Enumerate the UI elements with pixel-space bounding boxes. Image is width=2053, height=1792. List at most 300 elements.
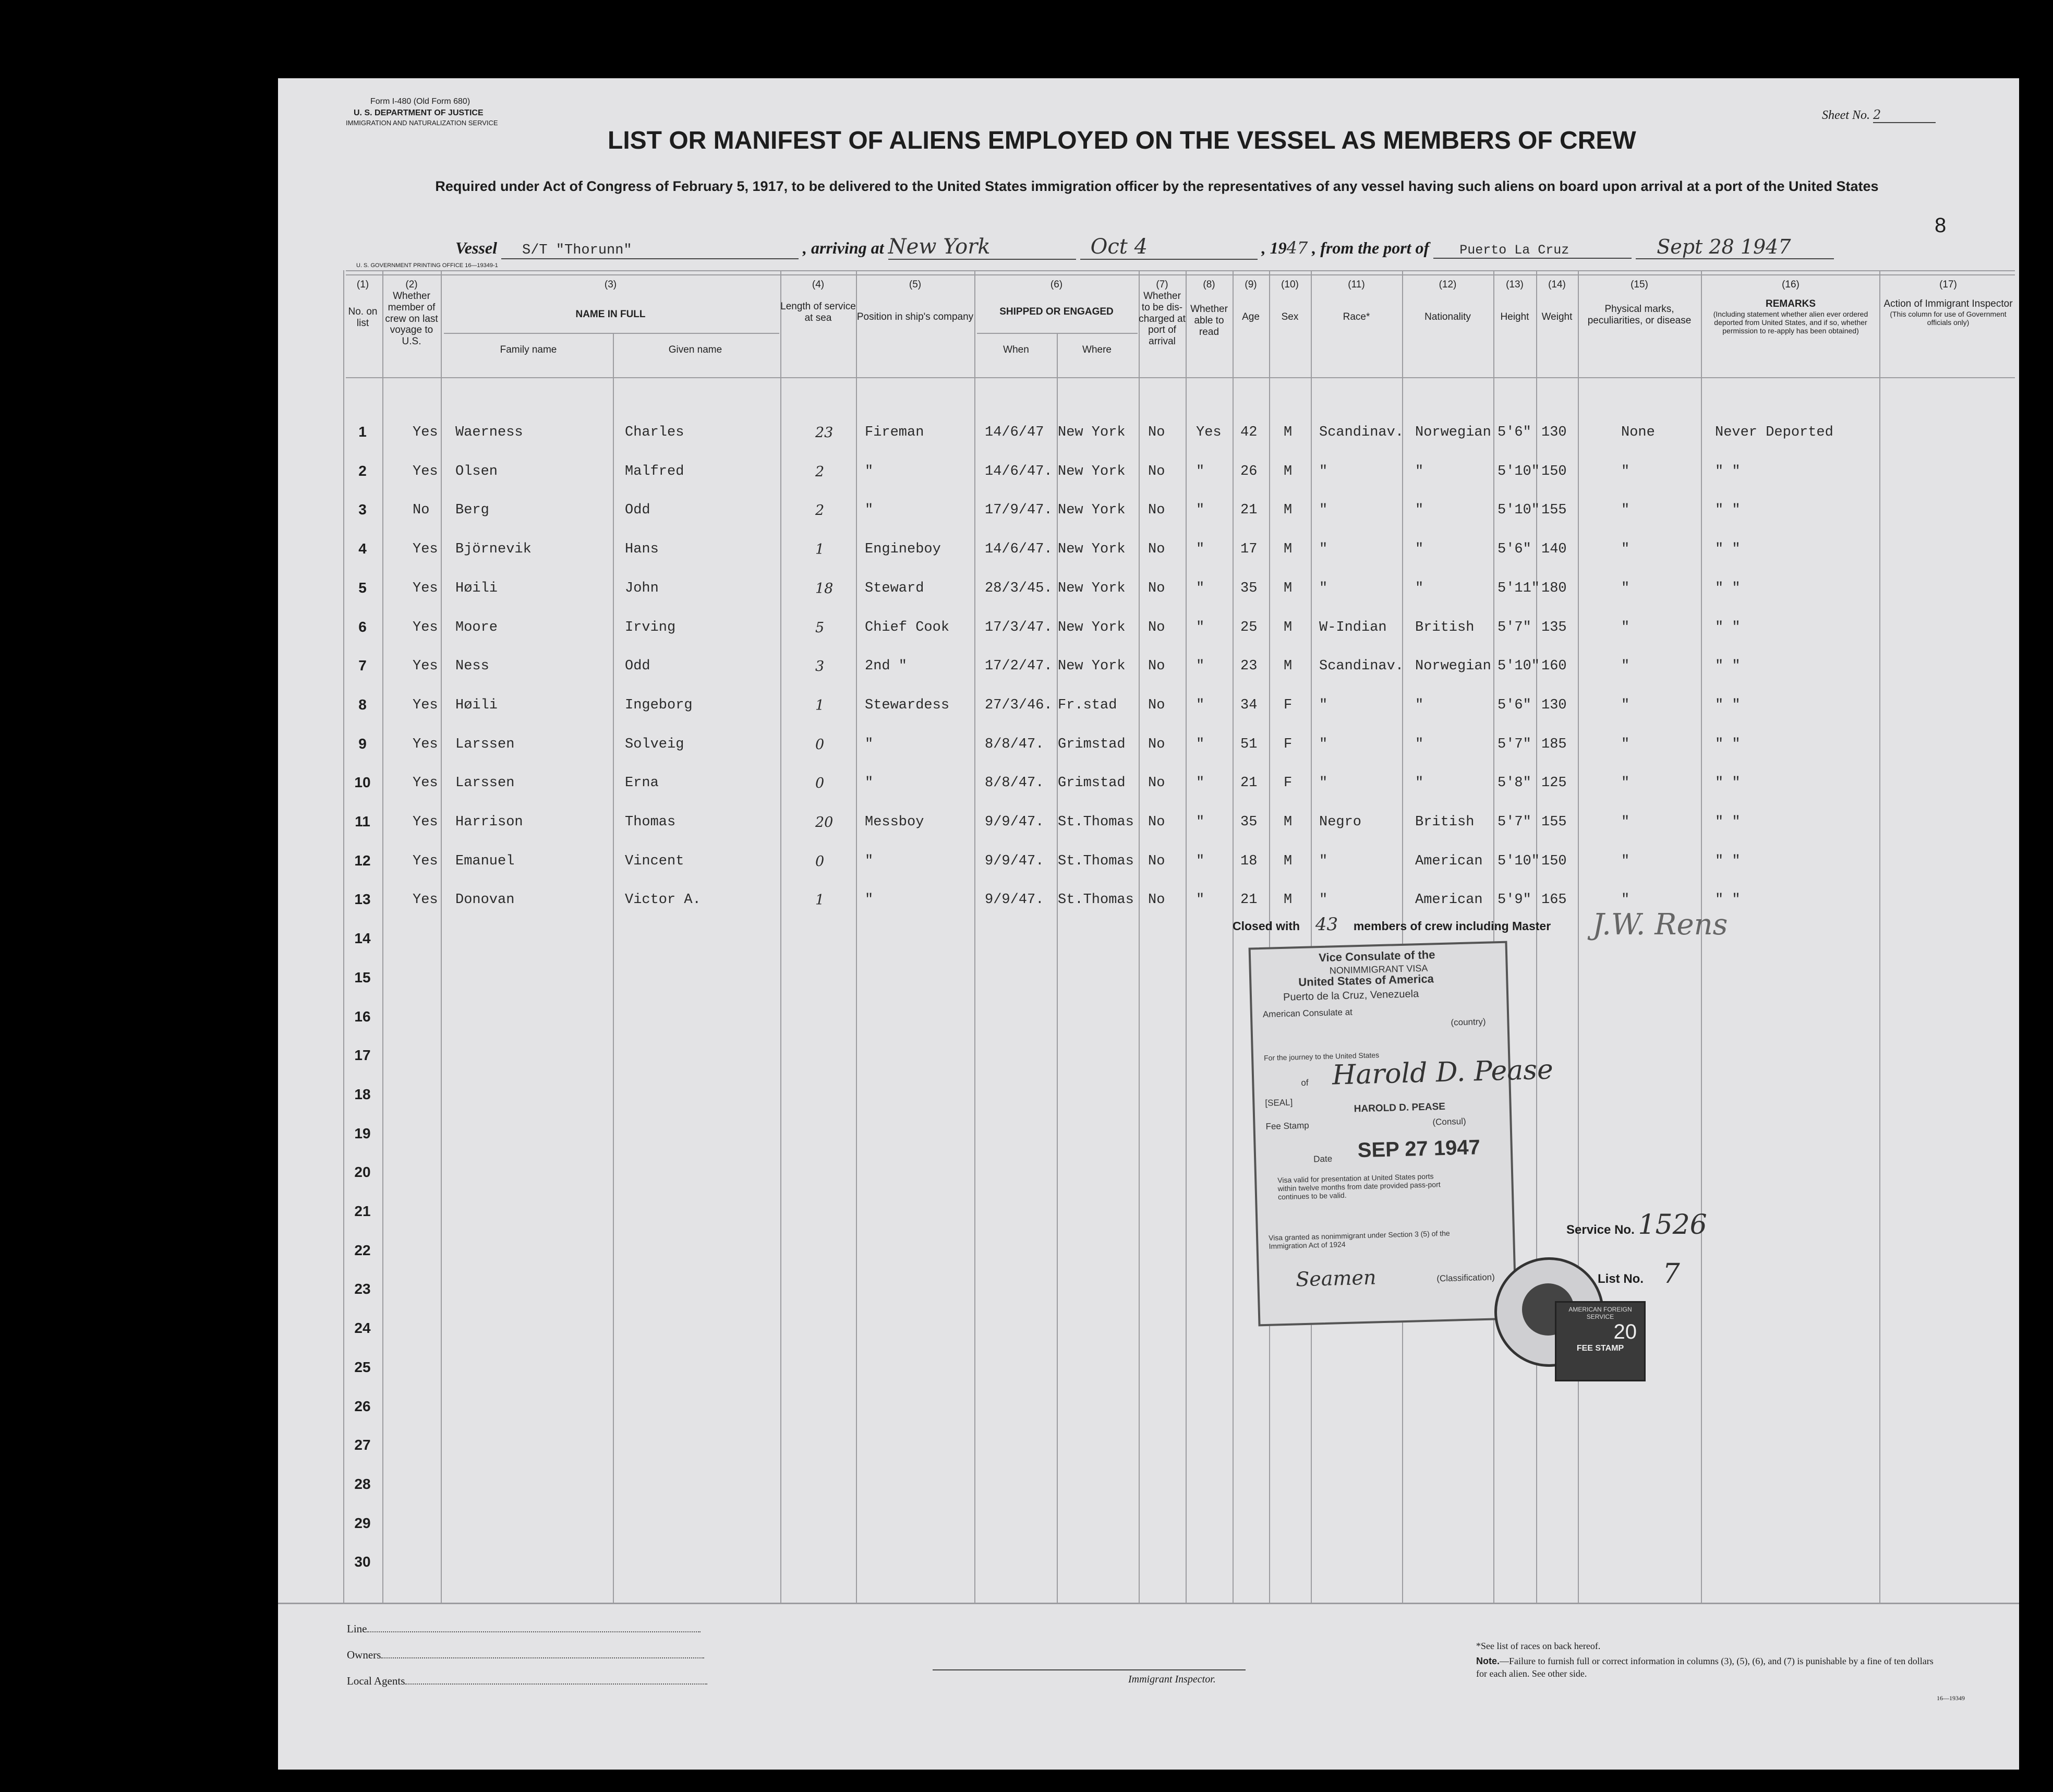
row-age: 35 [1240, 814, 1258, 830]
row-number: 25 [354, 1358, 371, 1375]
row-service-length: 3 [815, 658, 825, 675]
row-age: 17 [1240, 542, 1258, 558]
row-sex: M [1284, 542, 1293, 558]
row-number: 14 [354, 930, 371, 947]
row-age: 42 [1240, 425, 1258, 440]
col-rule [780, 270, 781, 1603]
row-weight: 160 [1541, 658, 1567, 675]
row-shipped-where: St.Thomas [1058, 814, 1134, 830]
row-remarks: " " [1715, 463, 1741, 479]
given-name-header: Given name [668, 344, 722, 355]
row-given-name: Malfred [625, 463, 684, 479]
row-service-length: 1 [815, 892, 825, 909]
stamp-line: Puerto de la Cruz, Venezuela [1283, 988, 1419, 1003]
row-sex: M [1284, 619, 1293, 635]
row-sex: F [1284, 697, 1293, 713]
row-nationality: " [1415, 502, 1424, 519]
row-position: Steward [865, 580, 924, 596]
row-height: 5'10" [1498, 853, 1540, 869]
stamp-line: American Consulate at [1262, 1007, 1353, 1019]
row-shipped-where: New York [1058, 658, 1126, 675]
row-family-name: Moore [455, 619, 498, 635]
row-age: 23 [1240, 658, 1258, 675]
row-sex: M [1284, 658, 1293, 675]
when-header: When [1003, 344, 1029, 355]
col-rule [856, 270, 857, 1603]
row-weight: 185 [1541, 736, 1567, 752]
col-rule [1402, 270, 1403, 1603]
row-last-voyage: Yes [413, 697, 438, 713]
row-family-name: Høili [455, 580, 498, 596]
row-physical-marks: " [1621, 814, 1630, 830]
row-shipped-when: 28/3/45. [985, 580, 1053, 596]
row-discharged: No [1148, 775, 1165, 791]
row-weight: 180 [1541, 580, 1567, 596]
row-shipped-when: 17/3/47. [985, 619, 1053, 635]
row-shipped-when: 9/9/47. [985, 814, 1044, 830]
row-number: 12 [354, 852, 371, 869]
row-race: Negro [1319, 814, 1362, 830]
row-physical-marks: " [1621, 892, 1630, 908]
row-able-to-read: " [1196, 736, 1205, 752]
row-sex: M [1284, 580, 1293, 596]
row-shipped-when: 9/9/47. [985, 853, 1044, 869]
row-shipped-where: New York [1058, 542, 1126, 558]
col-rule [974, 270, 975, 1603]
page-title: LIST OR MANIFEST OF ALIENS EMPLOYED ON THE VESSEL AS MEMBERS OF CREW [608, 127, 1636, 154]
row-shipped-where: Fr.stad [1058, 697, 1117, 713]
stamp-line: Date [1313, 1153, 1333, 1164]
row-sex: M [1284, 425, 1293, 440]
row-given-name: Vincent [625, 853, 684, 869]
row-shipped-when: 17/9/47. [985, 502, 1053, 519]
row-number: 29 [354, 1514, 371, 1531]
col-1-header: (1) No. on list [348, 279, 378, 329]
row-position: " [865, 502, 874, 519]
row-nationality: American [1415, 853, 1483, 869]
row-height: 5'7" [1498, 814, 1531, 830]
row-race: Scandinav. [1319, 425, 1404, 440]
col-rule [613, 333, 614, 1603]
row-last-voyage: Yes [413, 775, 438, 791]
row-last-voyage: Yes [413, 853, 438, 869]
row-physical-marks: " [1621, 853, 1630, 869]
row-height: 5'10" [1498, 502, 1540, 519]
row-sex: M [1284, 814, 1293, 830]
row-shipped-where: New York [1058, 502, 1126, 519]
row-discharged: No [1148, 580, 1165, 596]
stamp-line: Visa granted as nonimmigrant under Section 3 (5) of the Immigration Act of 1924 [1268, 1229, 1450, 1250]
row-physical-marks: None [1621, 425, 1655, 440]
subheader-rule [977, 333, 1138, 334]
row-weight: 130 [1541, 425, 1567, 440]
row-shipped-when: 14/6/47. [985, 463, 1053, 479]
row-race: " [1319, 775, 1328, 791]
row-service-length: 23 [815, 425, 834, 441]
row-race: " [1319, 463, 1328, 479]
row-weight: 155 [1541, 502, 1567, 519]
list-number [1598, 1258, 1680, 1290]
closed-suffix: members of crew including Master [1353, 919, 1551, 933]
row-sex: M [1284, 502, 1293, 519]
consul-name: HAROLD D. PEASE [1354, 1101, 1446, 1115]
penalty-note [1476, 1655, 1946, 1680]
row-discharged: No [1148, 425, 1165, 440]
service-number [1566, 1209, 1707, 1241]
row-family-name: Björnevik [455, 542, 532, 558]
from-label: , from the port of [1312, 238, 1430, 257]
row-position: 2nd " [865, 658, 908, 675]
row-given-name: Victor A. [625, 892, 701, 908]
row-age: 21 [1240, 775, 1258, 791]
row-physical-marks: " [1621, 619, 1630, 635]
arrival-date: Oct 4 [1080, 235, 1258, 260]
row-number: 27 [354, 1437, 371, 1453]
row-remarks: " " [1715, 502, 1741, 519]
row-discharged: No [1148, 463, 1165, 479]
row-given-name: Hans [625, 542, 659, 558]
row-last-voyage: Yes [413, 542, 438, 558]
header-bottom-rule [346, 377, 2015, 378]
col-rule [1493, 270, 1494, 1603]
row-race: " [1319, 502, 1328, 519]
row-last-voyage: Yes [413, 580, 438, 596]
race-note: *See list of races on back hereof. [1476, 1641, 1601, 1651]
col-11-header: (11) Race* [1343, 279, 1370, 322]
manifest-page [278, 78, 2019, 1770]
arrival-port: New York [888, 235, 1076, 260]
row-remarks: " " [1715, 542, 1741, 558]
master-signature: J.W. Rens [1592, 908, 1728, 942]
row-shipped-where: St.Thomas [1058, 853, 1134, 869]
row-race: " [1319, 580, 1328, 596]
col-8-header: (8) Whether able to read [1190, 279, 1228, 338]
row-able-to-read: " [1196, 775, 1205, 791]
row-family-name: Waerness [455, 425, 523, 440]
row-shipped-where: New York [1058, 619, 1126, 635]
row-nationality: Norwegian [1415, 425, 1491, 440]
col-rule [1186, 270, 1187, 1603]
row-height: 5'11" [1498, 580, 1540, 596]
row-nationality: " [1415, 775, 1424, 791]
form-number: Form I-480 (Old Form 680) [370, 97, 470, 106]
row-age: 25 [1240, 619, 1258, 635]
sheet-value: 2 [1873, 107, 1936, 123]
row-remarks: " " [1715, 775, 1741, 791]
service-label: Service No. [1566, 1223, 1635, 1237]
row-physical-marks: " [1621, 775, 1630, 791]
vessel-name: S/T "Thorunn" [501, 243, 799, 259]
row-remarks: " " [1715, 892, 1741, 908]
row-able-to-read: " [1196, 892, 1205, 908]
row-able-to-read: Yes [1196, 425, 1222, 440]
row-nationality: " [1415, 580, 1424, 596]
row-shipped-when: 14/6/47 [985, 425, 1044, 440]
row-able-to-read: " [1196, 697, 1205, 713]
row-number: 23 [354, 1281, 371, 1297]
row-number: 28 [354, 1475, 371, 1492]
row-able-to-read: " [1196, 502, 1205, 519]
row-height: 5'10" [1498, 658, 1540, 675]
col-rule [1578, 270, 1579, 1603]
col-rule [441, 270, 442, 1603]
col-6-header: (6) SHIPPED OR ENGAGED [999, 279, 1114, 317]
row-physical-marks: " [1621, 580, 1630, 596]
departure-port: Puerto La Cruz [1433, 243, 1632, 259]
note-text: —Failure to furnish full or correct information in columns (3), (5), (6), and (7) is punishable by a fine of ten dollars for each alien. See other side. [1476, 1656, 1934, 1679]
row-weight: 165 [1541, 892, 1567, 908]
note-label: Note. [1476, 1656, 1500, 1666]
col-10-header: (10) Sex [1281, 279, 1299, 322]
row-nationality: American [1415, 892, 1483, 908]
department: U. S. DEPARTMENT OF JUSTICE [354, 109, 484, 117]
row-discharged: No [1148, 892, 1165, 908]
fee-stamp [1555, 1301, 1646, 1381]
row-discharged: No [1148, 658, 1165, 675]
departure-date: Sept 28 1947 [1636, 235, 1834, 259]
col-rule [343, 270, 344, 1603]
table-bottom-rule [278, 1603, 2019, 1604]
row-able-to-read: " [1196, 619, 1205, 635]
row-number: 22 [354, 1242, 371, 1258]
stamp-line: For the journey to the United States [1263, 1051, 1380, 1062]
row-physical-marks: " [1621, 658, 1630, 675]
col-9-header: (9) Age [1242, 279, 1260, 322]
row-weight: 150 [1541, 463, 1567, 479]
row-last-voyage: Yes [413, 619, 438, 635]
row-age: 21 [1240, 892, 1258, 908]
visa-classification: Seamen [1295, 1266, 1376, 1291]
row-family-name: Olsen [455, 463, 498, 479]
row-remarks: " " [1715, 580, 1741, 596]
stamp-line: of [1301, 1077, 1309, 1088]
row-number: 7 [358, 657, 367, 674]
where-header: Where [1082, 344, 1112, 355]
stamp-line: (Classification) [1436, 1272, 1495, 1284]
row-shipped-where: New York [1058, 425, 1126, 440]
fee-stamp-top: AMERICAN FOREIGN SERVICE [1568, 1306, 1632, 1320]
col-13-header: (13) Height [1500, 279, 1529, 322]
footer-line-label: Line [347, 1622, 367, 1635]
stamp-line: (Consul) [1432, 1116, 1466, 1127]
col-7-header: (7) Whether to be dis-charged at port of arrival [1139, 279, 1186, 347]
row-number: 8 [358, 696, 367, 713]
row-weight: 155 [1541, 814, 1567, 830]
row-number: 10 [354, 774, 371, 791]
row-weight: 150 [1541, 853, 1567, 869]
inspector-label: Immigrant Inspector. [1128, 1674, 1216, 1685]
row-able-to-read: " [1196, 463, 1205, 479]
row-position: Stewardess [865, 697, 950, 713]
row-weight: 135 [1541, 619, 1567, 635]
row-family-name: Donovan [455, 892, 515, 908]
row-remarks: " " [1715, 697, 1741, 713]
row-discharged: No [1148, 736, 1165, 752]
col-17-header: (17) Action of Immigrant Inspector (This column for use of Government officials only) [1883, 279, 2013, 327]
row-nationality: British [1415, 619, 1475, 635]
row-weight: 125 [1541, 775, 1567, 791]
row-given-name: John [625, 580, 659, 596]
row-shipped-where: New York [1058, 463, 1126, 479]
consular-visa-stamp [1249, 941, 1554, 1327]
stamp-line: Vice Consulate of the [1318, 948, 1435, 965]
row-number: 3 [358, 501, 367, 518]
row-height: 5'6" [1498, 542, 1531, 558]
row-shipped-when: 14/6/47. [985, 542, 1053, 558]
row-able-to-read: " [1196, 658, 1205, 675]
row-race: W-Indian [1319, 619, 1387, 635]
row-remarks: " " [1715, 853, 1741, 869]
row-age: 21 [1240, 502, 1258, 519]
row-sex: F [1284, 775, 1293, 791]
row-weight: 140 [1541, 542, 1567, 558]
row-shipped-where: Grimstad [1058, 736, 1126, 752]
row-height: 5'6" [1498, 425, 1531, 440]
row-service-length: 1 [815, 697, 825, 714]
row-race: " [1319, 892, 1328, 908]
closed-prefix: Closed with [1233, 919, 1300, 933]
row-age: 26 [1240, 463, 1258, 479]
col-3-header: (3) NAME IN FULL [575, 279, 646, 320]
printing-office: U. S. GOVERNMENT PRINTING OFFICE 16—19349-1 [356, 262, 498, 269]
stamp-line: Visa valid for presentation at United States ports within twelve months from date provided pass-port continues to be valid. [1277, 1172, 1441, 1201]
row-physical-marks: " [1621, 542, 1630, 558]
row-service-length: 5 [815, 619, 825, 636]
row-last-voyage: Yes [413, 425, 438, 440]
family-name-header: Family name [500, 344, 557, 355]
row-shipped-when: 17/2/47. [985, 658, 1053, 675]
consul-signature: Harold D. Pease [1332, 1054, 1554, 1091]
row-age: 18 [1240, 853, 1258, 869]
table-top-rule [346, 270, 2015, 271]
row-race: " [1319, 542, 1328, 558]
row-given-name: Ingeborg [625, 697, 693, 713]
sheet-label: Sheet No. [1822, 109, 1870, 122]
crew-count: 43 [1315, 914, 1338, 935]
row-age: 35 [1240, 580, 1258, 596]
row-sex: F [1284, 736, 1293, 752]
service-value: 1526 [1638, 1209, 1707, 1241]
col-rule [1879, 270, 1880, 1603]
row-able-to-read: " [1196, 580, 1205, 596]
row-position: " [865, 463, 874, 479]
col-12-header: (12) Nationality [1424, 279, 1471, 322]
row-number: 26 [354, 1398, 371, 1414]
row-discharged: No [1148, 853, 1165, 869]
row-given-name: Odd [625, 502, 650, 519]
row-discharged: No [1148, 542, 1165, 558]
row-service-length: 0 [815, 775, 825, 792]
col-rule [1269, 270, 1270, 1603]
row-discharged: No [1148, 619, 1165, 635]
row-height: 5'9" [1498, 892, 1531, 908]
fee-stamp-label: FEE STAMP [1576, 1344, 1624, 1353]
row-able-to-read: " [1196, 814, 1205, 830]
row-height: 5'8" [1498, 775, 1531, 791]
row-family-name: Harrison [455, 814, 523, 830]
row-family-name: Berg [455, 502, 489, 519]
row-service-length: 18 [815, 580, 834, 597]
row-nationality: Norwegian [1415, 658, 1491, 675]
row-able-to-read: " [1196, 542, 1205, 558]
col-rule [1057, 333, 1058, 1603]
row-nationality: British [1415, 814, 1475, 830]
row-last-voyage: No [413, 502, 430, 519]
row-last-voyage: Yes [413, 658, 438, 675]
row-age: 51 [1240, 736, 1258, 752]
arriving-label: , arriving at [803, 238, 884, 257]
row-height: 5'10" [1498, 463, 1540, 479]
table-top-rule-2 [346, 274, 2015, 275]
stamp-line: (country) [1451, 1016, 1486, 1028]
row-nationality: " [1415, 542, 1424, 558]
visa-date: SEP 27 1947 [1357, 1136, 1481, 1162]
row-service-length: 1 [815, 542, 825, 558]
row-sex: M [1284, 892, 1293, 908]
row-number: 17 [354, 1047, 371, 1064]
subheader-rule [444, 333, 779, 334]
inspector-signature-line [933, 1669, 1246, 1670]
row-family-name: Larssen [455, 775, 515, 791]
row-service-length: 0 [815, 853, 825, 870]
row-able-to-read: " [1196, 853, 1205, 869]
row-number: 4 [358, 540, 367, 557]
footer-line [347, 1622, 701, 1635]
row-position: Fireman [865, 425, 924, 440]
fee-value: 20 [1613, 1320, 1637, 1343]
row-position: " [865, 853, 874, 869]
row-discharged: No [1148, 814, 1165, 830]
col-4-header: (4) Length of service at sea [780, 279, 856, 323]
row-number: 16 [354, 1008, 371, 1025]
row-height: 5'6" [1498, 697, 1531, 713]
footer-owners [347, 1649, 704, 1662]
stamp-line: NONIMMIGRANT VISA [1329, 963, 1428, 976]
row-race: Scandinav. [1319, 658, 1404, 675]
row-nationality: " [1415, 736, 1424, 752]
vessel-label: Vessel [455, 238, 497, 257]
row-last-voyage: Yes [413, 736, 438, 752]
row-service-length: 0 [815, 736, 825, 753]
row-nationality: " [1415, 463, 1424, 479]
row-family-name: Emanuel [455, 853, 515, 869]
row-remarks: " " [1715, 736, 1741, 752]
row-position: Chief Cook [865, 619, 950, 635]
row-service-length: 2 [815, 463, 825, 480]
row-height: 5'7" [1498, 619, 1531, 635]
row-number: 13 [354, 891, 371, 908]
arrival-year: 47 [1286, 238, 1308, 258]
row-height: 5'7" [1498, 736, 1531, 752]
row-last-voyage: Yes [413, 814, 438, 830]
row-service-length: 2 [815, 502, 825, 519]
row-number: 11 [355, 813, 370, 829]
row-number: 18 [354, 1086, 371, 1102]
row-given-name: Odd [625, 658, 650, 675]
row-nationality: " [1415, 697, 1424, 713]
stamp-line: United States of America [1298, 972, 1434, 989]
col-5-header: (5) Position in ship's company [856, 279, 974, 322]
row-position: Engineboy [865, 542, 941, 558]
page-mark: 8 [1935, 214, 1947, 237]
row-race: " [1319, 853, 1328, 869]
stamp-line: [SEAL] [1265, 1097, 1293, 1108]
col-2-header: (2) Whether member of crew on last voyage to U.S. [385, 279, 438, 347]
row-physical-marks: " [1621, 502, 1630, 519]
row-remarks: " " [1715, 658, 1741, 675]
col-rule [382, 270, 383, 1603]
page-subtitle: Required under Act of Congress of February 5, 1917, to be delivered to the United States immigration officer by the representatives of any vessel having such aliens on board upon arrival at a port of the United States [435, 178, 1879, 194]
